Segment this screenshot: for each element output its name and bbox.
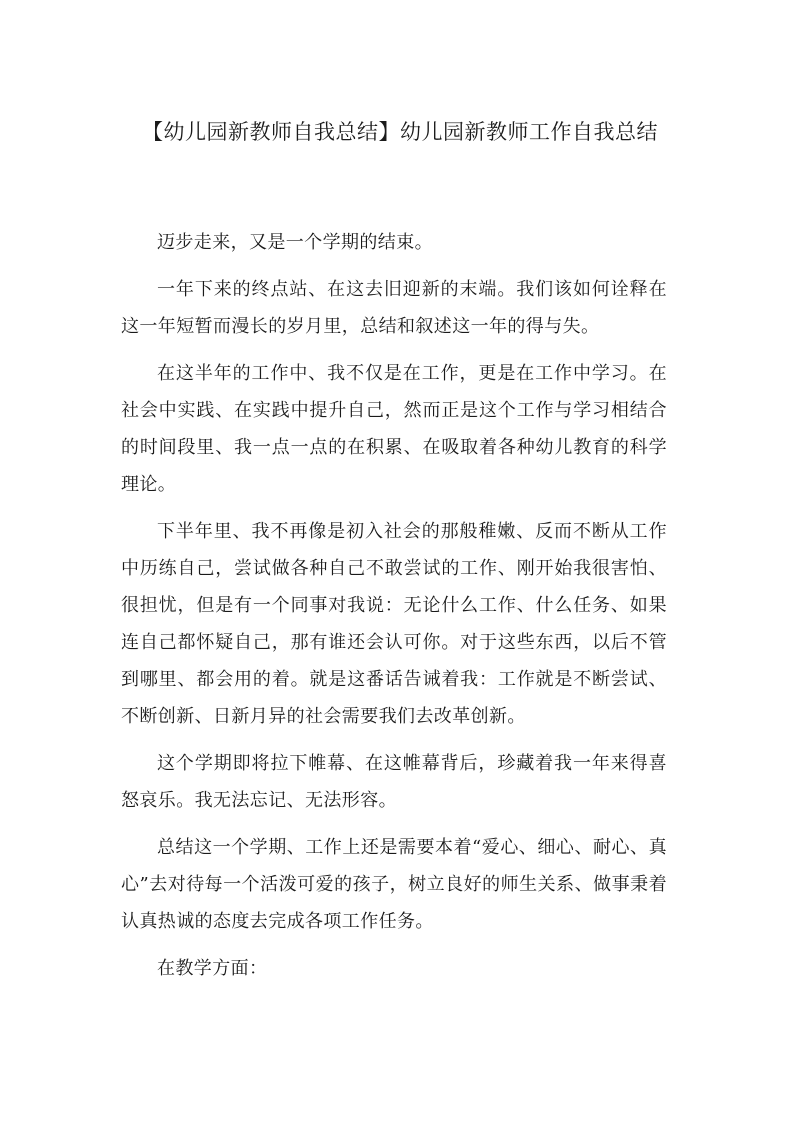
paragraph: 下半年里、我不再像是初入社会的那般稚嫩、反而不断从工作中历练自己，尝试做各种自己不敢尝试的工作、刚开始我很害怕、很担忧，但是有一个同事对我说：无论什么工作、什么任务、如果连自己都怀疑自己，那有谁还会认可你。对于这些东西，以后不管到哪里、都会用的着。就是这番话告诫着我：工作就是不断尝试、不断创新、日新月异的社会需要我们去改革创新。 <box>121 521 667 727</box>
paragraph: 迈步走来，又是一个学期的结束。 <box>157 232 433 253</box>
document-body <box>121 224 667 997</box>
paragraph: 这个学期即将拉下帷幕、在这帷幕背后，珍藏着我一年来得喜怒哀乐。我无法忘记、无法形容。 <box>121 753 667 811</box>
paragraph: 总结这一个学期、工作上还是需要本着“爱心、细心、耐心、真心”去对待每一个活泼可爱的孩子，树立良好的师生关系、做事秉着认真热诚的态度去完成各项工作任务。 <box>121 837 667 932</box>
paragraph: 一年下来的终点站、在这去旧迎新的末端。我们该如何诠释在这一年短暂而漫长的岁月里，总结和叙述这一年的得与失。 <box>121 279 667 337</box>
paragraph: 在教学方面： <box>157 958 268 979</box>
paragraph: 在这半年的工作中、我不仅是在工作，更是在工作中学习。在社会中实践、在实践中提升自己，然而正是这个工作与学习相结合的时间段里、我一点一点的在积累、在吸取着各种幼儿教育的科学理论。 <box>121 363 667 495</box>
document-title: 【幼儿园新教师自我总结】幼儿园新教师工作自我总结 <box>142 120 658 144</box>
